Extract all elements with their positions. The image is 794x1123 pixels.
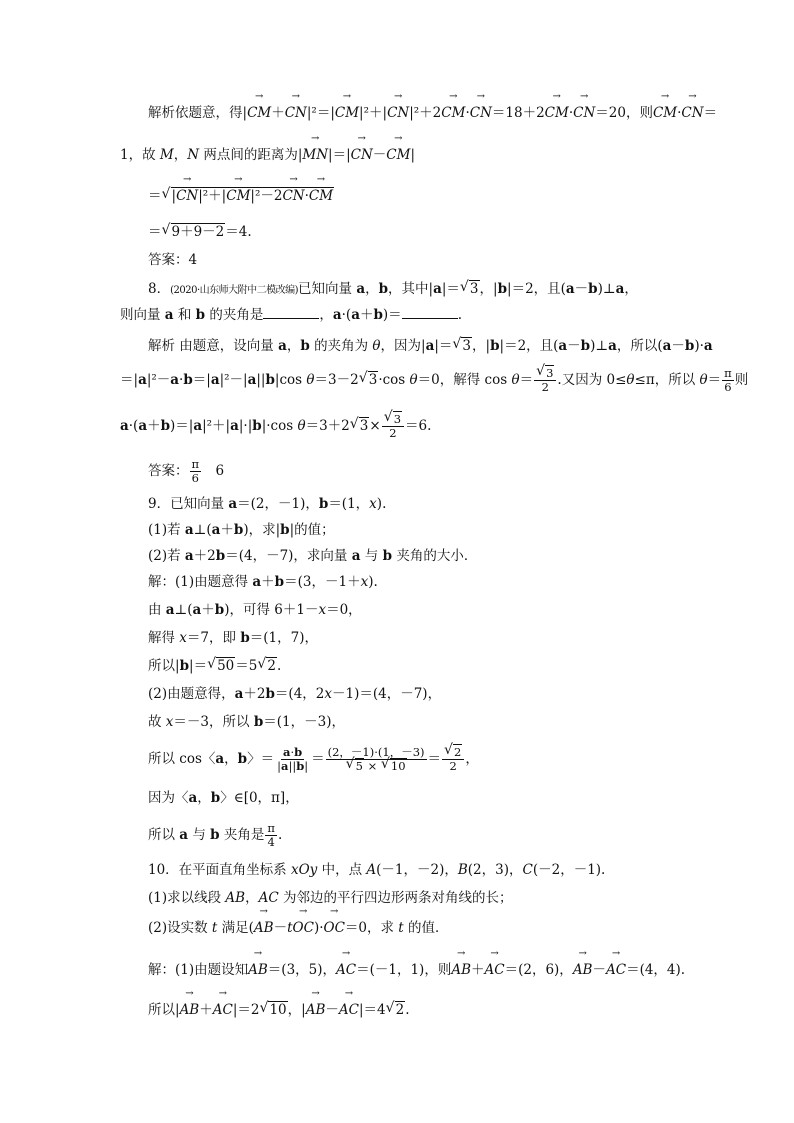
solution-7-line-2: 1，故 M，N 两点间的距离为|→ MN|＝|→ CN－→ CM| <box>120 145 415 165</box>
answer-8: 答案： $\frac{\pi}{6}$ 6 <box>148 457 225 485</box>
solution-9-line-9: 所以 a 与 b 夹角是 $\frac{\pi}{4}$ . <box>148 821 283 849</box>
question-10-part-1: (1)求以线段 AB，AC 为邻边的平行四边形两条对角线的长； <box>148 890 513 906</box>
solution-8-line-3: a·(a＋b)＝|a|²＋|a|·|b|·cos θ＝3＋2√ 3× √ $\frac{3}{2}$ ＝6. <box>120 413 431 440</box>
question-8-line-1: 8．(2020·山东师大附中二模改编)已知向量 a，b，其中|a|＝√ 3，|b|＝2，且(a－b)⊥a， <box>148 279 638 301</box>
question-9-part-1: (1)若 a⊥(a＋b)，求|b|的值； <box>148 522 335 538</box>
solution-10-line-2: 所以|→ AB＋→ AC|＝2√ 10，|→ AB－→ AC|＝4√ 2. <box>148 1000 410 1020</box>
solution-9-line-7: 所以 cos〈a，b〉＝ $\frac{a\cdot b}{|a||b|}$ ＝ (2，－1)·(1，－3) √ 5 × √ 10 ＝ √ $\frac{2}{2}$ ， <box>148 746 479 773</box>
solution-9-line-1: 解：(1)由题意得 a＋b＝(3，－1＋x). <box>148 574 378 590</box>
question-9-part-2: (2)若 a＋2b＝(4，－7)，求向量 a 与 b 夹角的大小． <box>148 548 478 564</box>
question-8-line-2: 则向量 a 和 b 的夹角是 ，a·(a＋b)＝ . <box>120 307 462 323</box>
solution-8-line-2: ＝|a|²－a·b＝|a|²－|a||b|cos θ＝3－2√ 3·cos θ＝0，解得 cos θ＝ √ $\frac{3}{2}$ .又因为 0≤θ≤π，所以 θ＝ $\frac{\pi}{6}$ 则 <box>120 367 748 394</box>
question-10-part-2: (2)设实数 t 满足(→ AB－t→ OC)·→ OC＝0，求 t 的值． <box>148 918 449 938</box>
solution-9-line-3: 解得 x＝7，即 b＝(1，7)， <box>148 630 318 646</box>
solution-9-line-6: 故 x＝－3，所以 b＝(1，－3)， <box>148 714 345 730</box>
solution-9-line-2: 由 a⊥(a＋b)，可得 6＋1－x＝0， <box>148 602 362 618</box>
solution-9-line-4: 所以|b|＝√ 50＝5√ 2. <box>148 656 281 676</box>
solution-10-line-1: 解：(1)由题设知→ AB＝(3，5)，→ AC＝(－1，1)，则→ AB＋→ AC＝(2，6)，→ AB－→ AC＝(4，4). <box>148 960 685 980</box>
question-10: 10．在平面直角坐标系 xOy 中，点 A(－1，－2)，B(2，3)，C(－2，－1). <box>148 862 606 878</box>
question-9: 9．已知向量 a＝(2，－1)，b＝(1，x). <box>148 496 387 512</box>
solution-9-line-8: 因为〈a，b〉∈[0，π]， <box>148 790 299 806</box>
solution-7-line-1: 解析依题意，得|→ CM＋→ CN|²＝|→ CM|²＋|→ CN|²＋2→ CM·→ CN＝18＋2→ CM·→ CN＝20，则→ CM·→ CN＝ <box>148 103 717 123</box>
solution-7-line-3: ＝√ |→ CN|²＋|→ CM|²－2→ CN·→ CM <box>148 186 334 206</box>
solution-7-line-4: ＝√ 9＋9－2＝4. <box>148 222 252 242</box>
answer-7: 答案：4 <box>148 252 198 268</box>
solution-8-line-1: 解析 由题意，设向量 a，b 的夹角为 θ，因为|a|＝√ 3，|b|＝2，且(a－b)⊥a，所以(a－b)·a <box>148 336 713 356</box>
solution-9-line-5: (2)由题意得，a＋2b＝(4，2x－1)＝(4，－7)， <box>148 686 442 702</box>
